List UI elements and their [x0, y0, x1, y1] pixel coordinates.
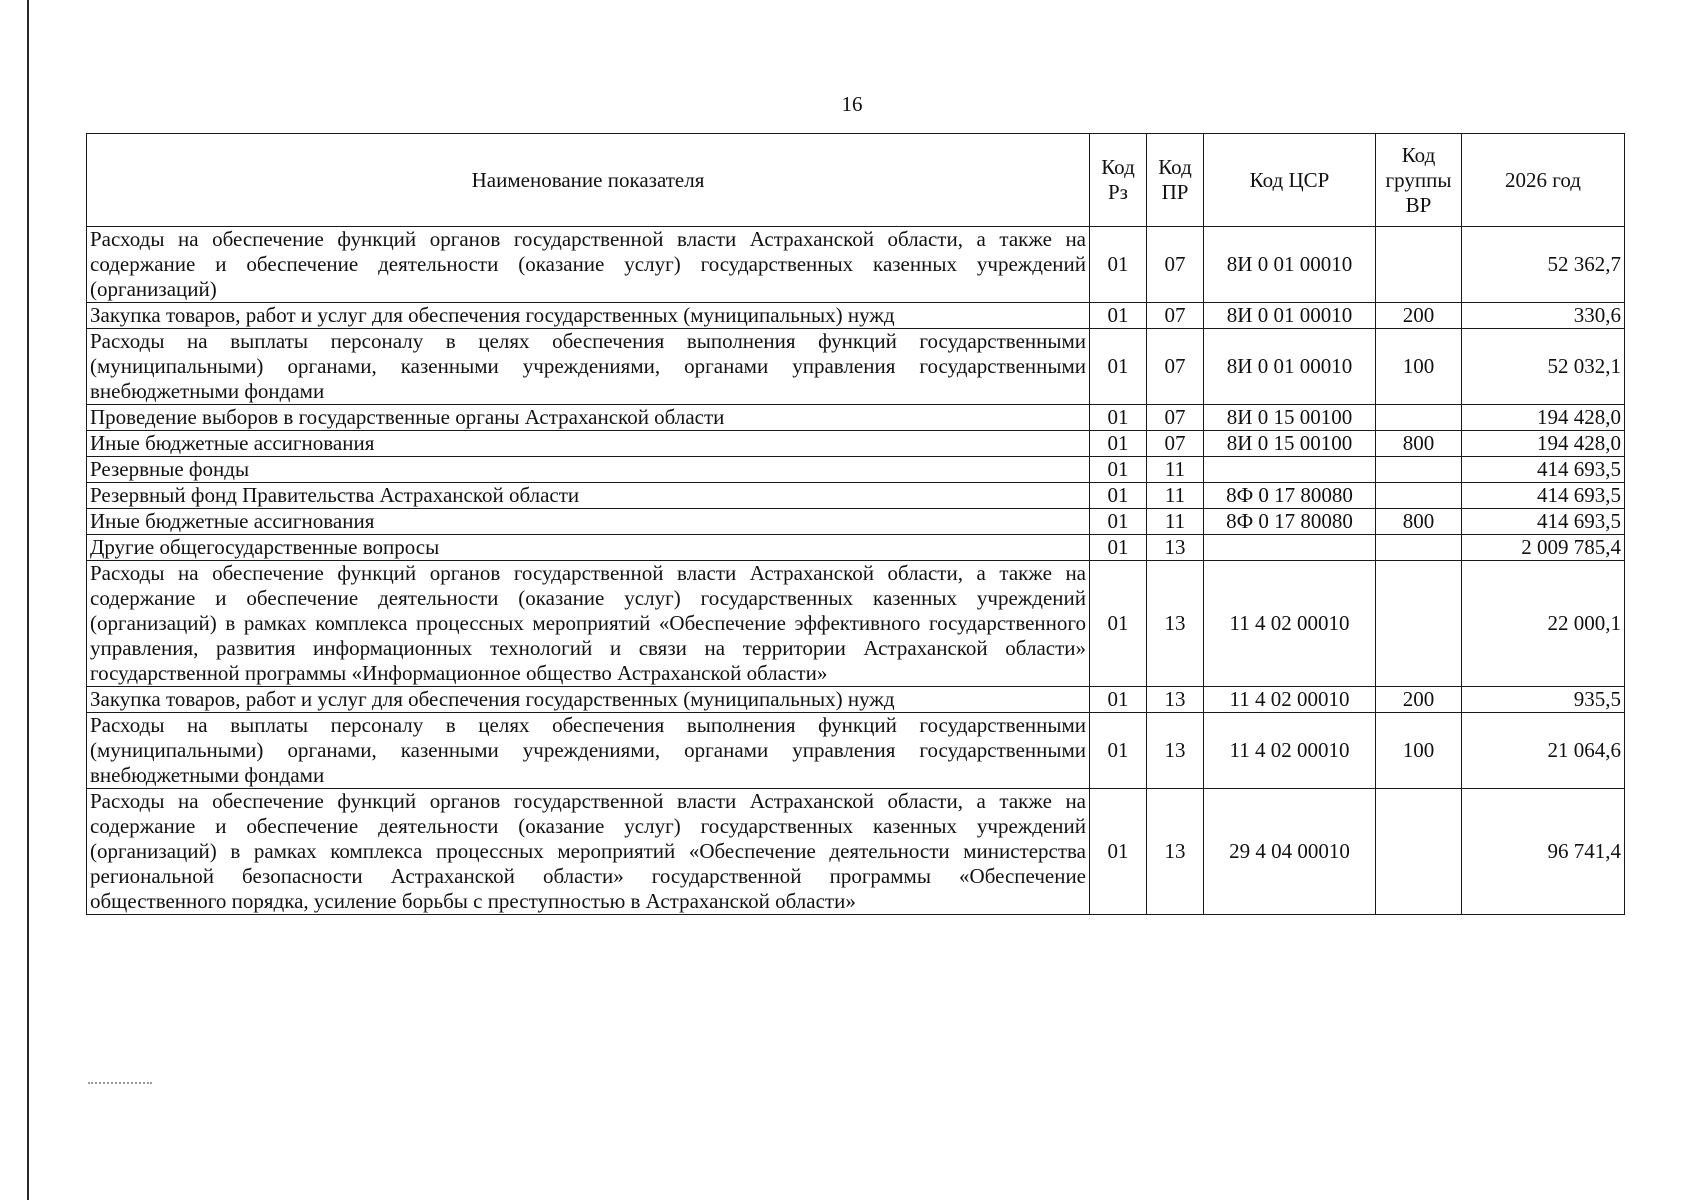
cell-vr	[1376, 789, 1462, 915]
table-row	[87, 303, 1625, 329]
table-row	[87, 509, 1625, 535]
cell-csr: 11 4 02 00010	[1204, 713, 1376, 789]
cell-csr: 8И 0 01 00010	[1204, 227, 1376, 303]
cell-vr	[1376, 457, 1462, 483]
cell-vr	[1376, 405, 1462, 431]
cell-sum: 330,6	[1462, 303, 1625, 329]
cell-csr: 11 4 02 00010	[1204, 687, 1376, 713]
scan-artifact	[88, 1082, 152, 1086]
cell-pr: 13	[1147, 687, 1204, 713]
cell-rz: 01	[1090, 713, 1147, 789]
cell-sum: 194 428,0	[1462, 405, 1625, 431]
table-header	[87, 134, 1625, 227]
cell-name: Расходы на выплаты персоналу в целях обеспечения выполнения функций государственными (муниципальными) органами, казенными учреждениями, органами управления государственными внебюджетными фондами	[87, 713, 1090, 789]
cell-rz: 01	[1090, 535, 1147, 561]
table-row	[87, 405, 1625, 431]
cell-rz: 01	[1090, 405, 1147, 431]
cell-csr: 8И 0 15 00100	[1204, 405, 1376, 431]
cell-name: Закупка товаров, работ и услуг для обеспечения государственных (муниципальных) нужд	[87, 687, 1090, 713]
header-csr: Код ЦСР	[1204, 134, 1376, 227]
page-number: 16	[841, 92, 863, 116]
cell-sum: 935,5	[1462, 687, 1625, 713]
cell-vr: 200	[1376, 303, 1462, 329]
cell-csr: 11 4 02 00010	[1204, 561, 1376, 687]
cell-pr: 07	[1147, 303, 1204, 329]
table-row	[87, 687, 1625, 713]
table-body	[87, 227, 1625, 915]
scan-margin-line	[27, 0, 29, 1200]
cell-vr: 800	[1376, 431, 1462, 457]
cell-sum: 22 000,1	[1462, 561, 1625, 687]
cell-pr: 07	[1147, 329, 1204, 405]
table-row	[87, 713, 1625, 789]
cell-pr: 13	[1147, 713, 1204, 789]
cell-csr	[1204, 457, 1376, 483]
header-pr: Код ПР	[1147, 134, 1204, 227]
cell-csr: 8И 0 01 00010	[1204, 303, 1376, 329]
cell-sum: 414 693,5	[1462, 509, 1625, 535]
cell-name: Расходы на обеспечение функций органов государственной власти Астраханской области, а также на содержание и обеспечение деятельности (оказание услуг) государственных казенных учреждений (организаций) в рамках комплекса процессных мероприятий «Обеспечение деятельности министерства региональной безопасности Астраханской области» государственной программы «Обеспечение общественного порядка, усиление борьбы с преступностью в Астраханской области»	[87, 789, 1090, 915]
cell-pr: 11	[1147, 509, 1204, 535]
table-row	[87, 457, 1625, 483]
cell-sum: 194 428,0	[1462, 431, 1625, 457]
cell-vr	[1376, 535, 1462, 561]
cell-csr: 8И 0 15 00100	[1204, 431, 1376, 457]
cell-pr: 07	[1147, 405, 1204, 431]
cell-csr	[1204, 535, 1376, 561]
cell-rz: 01	[1090, 561, 1147, 687]
cell-name: Иные бюджетные ассигнования	[87, 431, 1090, 457]
cell-vr	[1376, 483, 1462, 509]
cell-name: Резервный фонд Правительства Астраханской области	[87, 483, 1090, 509]
cell-rz: 01	[1090, 687, 1147, 713]
cell-sum: 2 009 785,4	[1462, 535, 1625, 561]
table-row	[87, 789, 1625, 915]
cell-csr: 8Ф 0 17 80080	[1204, 483, 1376, 509]
table-row	[87, 227, 1625, 303]
budget-table	[86, 133, 1625, 915]
cell-name: Резервные фонды	[87, 457, 1090, 483]
cell-vr: 200	[1376, 687, 1462, 713]
cell-pr: 13	[1147, 789, 1204, 915]
cell-name: Проведение выборов в государственные органы Астраханской области	[87, 405, 1090, 431]
cell-sum: 414 693,5	[1462, 483, 1625, 509]
cell-rz: 01	[1090, 431, 1147, 457]
cell-vr: 100	[1376, 329, 1462, 405]
table-row	[87, 431, 1625, 457]
cell-vr	[1376, 561, 1462, 687]
table-row	[87, 483, 1625, 509]
cell-csr: 8И 0 01 00010	[1204, 329, 1376, 405]
header-rz: Код Рз	[1090, 134, 1147, 227]
cell-rz: 01	[1090, 303, 1147, 329]
cell-vr: 100	[1376, 713, 1462, 789]
cell-rz: 01	[1090, 789, 1147, 915]
table-row	[87, 561, 1625, 687]
cell-pr: 07	[1147, 227, 1204, 303]
cell-rz: 01	[1090, 227, 1147, 303]
cell-name: Расходы на выплаты персоналу в целях обеспечения выполнения функций государственными (муниципальными) органами, казенными учреждениями, органами управления государственными внебюджетными фондами	[87, 329, 1090, 405]
cell-sum: 21 064,6	[1462, 713, 1625, 789]
cell-vr	[1376, 227, 1462, 303]
header-vr: Код группы ВР	[1376, 134, 1462, 227]
cell-pr: 13	[1147, 561, 1204, 687]
cell-rz: 01	[1090, 329, 1147, 405]
table-row	[87, 329, 1625, 405]
cell-pr: 11	[1147, 483, 1204, 509]
cell-pr: 11	[1147, 457, 1204, 483]
cell-rz: 01	[1090, 509, 1147, 535]
header-year: 2026 год	[1462, 134, 1625, 227]
cell-rz: 01	[1090, 483, 1147, 509]
cell-name: Закупка товаров, работ и услуг для обеспечения государственных (муниципальных) нужд	[87, 303, 1090, 329]
cell-vr: 800	[1376, 509, 1462, 535]
cell-csr: 29 4 04 00010	[1204, 789, 1376, 915]
cell-sum: 96 741,4	[1462, 789, 1625, 915]
cell-name: Расходы на обеспечение функций органов государственной власти Астраханской области, а также на содержание и обеспечение деятельности (оказание услуг) государственных казенных учреждений (организаций)	[87, 227, 1090, 303]
cell-rz: 01	[1090, 457, 1147, 483]
cell-sum: 52 032,1	[1462, 329, 1625, 405]
cell-csr: 8Ф 0 17 80080	[1204, 509, 1376, 535]
cell-sum: 414 693,5	[1462, 457, 1625, 483]
header-name: Наименование показателя	[87, 134, 1090, 227]
cell-name: Иные бюджетные ассигнования	[87, 509, 1090, 535]
cell-name: Другие общегосударственные вопросы	[87, 535, 1090, 561]
cell-pr: 07	[1147, 431, 1204, 457]
cell-sum: 52 362,7	[1462, 227, 1625, 303]
header-row	[87, 134, 1625, 227]
cell-pr: 13	[1147, 535, 1204, 561]
table-row	[87, 535, 1625, 561]
cell-name: Расходы на обеспечение функций органов государственной власти Астраханской области, а также на содержание и обеспечение деятельности (оказание услуг) государственных казенных учреждений (организаций) в рамках комплекса процессных мероприятий «Обеспечение эффективного государственного управления, развития информационных технологий и связи на территории Астраханской области» государственной программы «Информационное общество Астраханской области»	[87, 561, 1090, 687]
